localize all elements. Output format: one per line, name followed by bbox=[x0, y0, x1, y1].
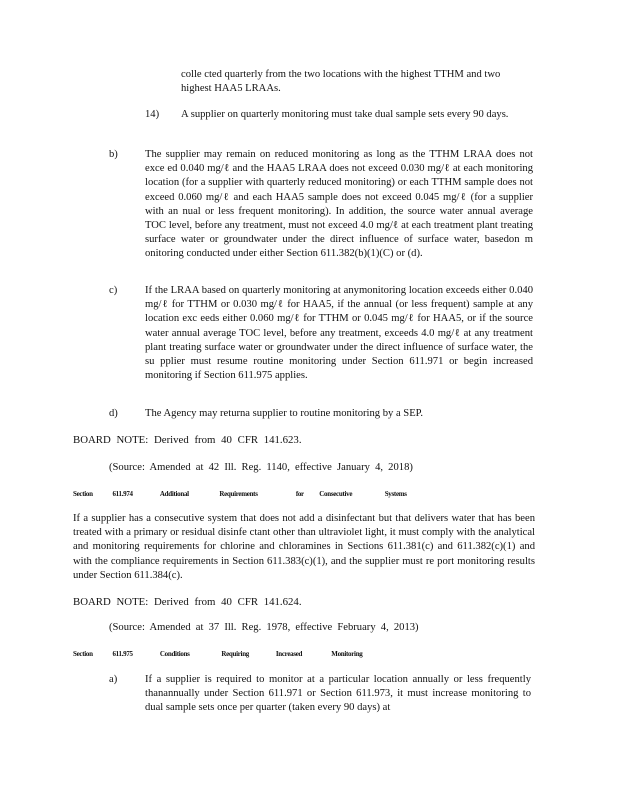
item-d-text: The Agency may returna supplier to routine monitoring by a SEP. bbox=[145, 408, 424, 419]
section-title-word: Additional bbox=[159, 490, 189, 498]
item-b-text: The supplier may remain on reduced monitoring as long as the TTHM LRAA does not exce ed 0.040 mg/ℓ and the HAA5 LRAA does not exceed 0.030 mg/ℓ at each monitoring location (for a supplier with quarterly reduced monitoring) or each TTHM sample does not exceed 0.060 mg/ℓ and each HAA5 sample does not exceed 0.045 mg/ℓ (for a supplier with an nual or less frequent monitoring). In addition, the source water annual average TOC level, before any treatment, must not exceed 4.0 mg/ℓ at each treatment plant treating surface water or groundwater under the direct influence of surface water, basedon m onitoring conducted under either Section 611.382(b)(1)(C) or (d). bbox=[145, 149, 533, 260]
section-number: 611.974 bbox=[112, 490, 133, 498]
source-note-1: (Source: Amended at 42 Ill. Reg. 1140, effective January 4, 2018) bbox=[109, 462, 413, 473]
item-c-label: c) bbox=[109, 285, 118, 296]
board-note-2: BOARD NOTE: Derived from 40 CFR 141.624. bbox=[73, 596, 302, 608]
section-title-word: Requiring bbox=[221, 650, 249, 658]
section-611-975-heading bbox=[73, 649, 363, 659]
section-title-word: Monitoring bbox=[331, 650, 363, 658]
item-14-text: A supplier on quarterly monitoring must take dual sample sets every 90 days. bbox=[181, 109, 509, 120]
section-title-word: Requirements bbox=[219, 490, 258, 498]
item-b-label: b) bbox=[109, 149, 118, 160]
section-number: 611.975 bbox=[112, 650, 133, 658]
section-611-974-paragraph: If a supplier has a consecutive system that does not add a disinfectant but that delivers water that has been treated with a primary or residual disinfe ctant other than ultraviolet light, it must comply with the analytical and monitoring requirements for chlorine and chloramines in Sections 611.381(c) and 611.382(c)(1) and with the compliance requirements in Section 611.383(c)(1), and the supplier must re port monitoring results under Section 611.384(c). bbox=[73, 513, 535, 581]
section-label: Section bbox=[73, 650, 93, 658]
source-note-2: (Source: Amended at 37 Ill. Reg. 1978, effective February 4, 2013) bbox=[109, 622, 419, 633]
section-title-word: for bbox=[295, 490, 304, 498]
continuation-text bbox=[181, 68, 539, 96]
section-611-974-heading bbox=[73, 489, 407, 499]
item-d-label: d) bbox=[109, 408, 118, 419]
continuation-line-2: highest HAA5 LRAAs. bbox=[181, 83, 281, 95]
item-14-number: 14) bbox=[145, 109, 160, 120]
section-title-word: Systems bbox=[384, 490, 407, 498]
board-note-1: BOARD NOTE: Derived from 40 CFR 141.623. bbox=[73, 434, 302, 446]
item-c-text: If the LRAA based on quarterly monitoring at anymonitoring location exceeds either 0.040 mg/ℓ for TTHM or 0.030 mg/ℓ for HAA5, if the annual (or less frequent) sample at any location exc eeds either 0.060 mg/ℓ for TTHM or 0.045 mg/ℓ for HAA5, or if the source water annual average TOC level, before any treatment, exceeds 4.0 mg/ℓ at any treatment plant treating surface water or groundwater under the direct influence of surface water, the su pplier must resume routine monitoring under Section 611.971 or begin increased monitoring if Section 611.975 applies. bbox=[145, 285, 533, 382]
section-title-word: Increased bbox=[275, 650, 303, 658]
item-a-text: If a supplier is required to monitor at a particular location annually or less frequently thanannually under Section 611.971 or Section 611.973, it must increase monitoring to dual sample sets once per quarter (taken every 90 days) at bbox=[145, 674, 531, 714]
section-title-word: Conditions bbox=[159, 650, 190, 658]
item-a-label: a) bbox=[109, 674, 118, 685]
section-label: Section bbox=[73, 490, 93, 498]
continuation-line-1: colle cted quarterly from the two locations with the highest TTHM and two bbox=[181, 69, 501, 80]
section-title-word: Consecutive bbox=[319, 490, 353, 498]
